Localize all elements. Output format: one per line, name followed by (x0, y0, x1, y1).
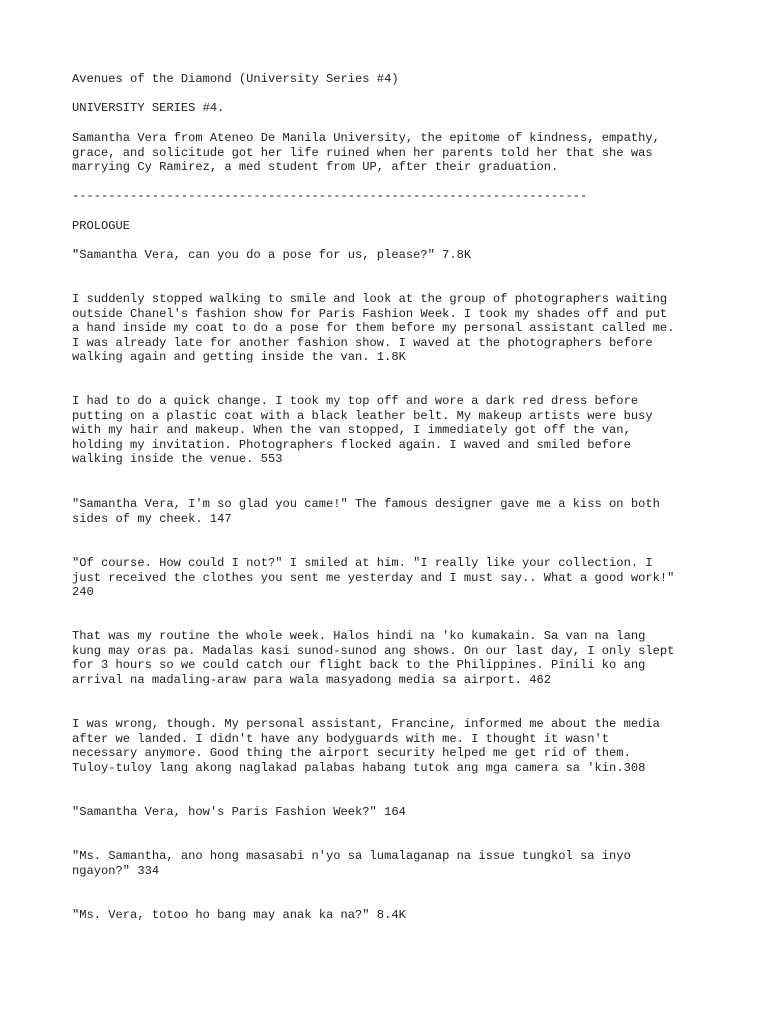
series-label: UNIVERSITY SERIES #4. (72, 101, 225, 115)
paragraph-line: "Samantha Vera, I'm so glad you came!" The famous designer gave me a kiss on both (72, 497, 660, 511)
paragraph-line: for 3 hours so we could catch our flight back to the Philippines. Pinili ko ang (72, 658, 646, 672)
synopsis-line: marrying Cy Ramirez, a med student from UP, after their graduation. (72, 160, 559, 174)
synopsis-line: grace, and solicitude got her life ruined when her parents told her that she was (72, 145, 653, 160)
paragraph-line: arrival na madaling-araw para wala masyadong media sa airport. 462 (72, 672, 551, 687)
paragraph-line: putting on a plastic coat with a black leather belt. My makeup artists were busy (72, 408, 653, 423)
paragraph-line: That was my routine the whole week. Halos hindi na 'ko kumakain. Sa van na lang (72, 629, 646, 643)
paragraph-line: holding my invitation. Photographers flocked again. I waved and smiled before (72, 437, 631, 452)
paragraph-line: Tuloy-tuloy lang akong naglakad palabas habang tutok ang mga camera sa 'kin.308 (72, 760, 646, 775)
paragraph-line: 240 (72, 585, 94, 599)
paragraph-line: ngayon?" 334 (72, 863, 160, 878)
prologue-heading: PROLOGUE (72, 219, 131, 233)
paragraph-line: I had to do a quick change. I took my top off and wore a dark red dress before (72, 394, 639, 408)
paragraph-line: I suddenly stopped walking to smile and look at the group of photographers waiting (72, 292, 668, 306)
document-title: Avenues of the Diamond (University Series #4) (72, 72, 399, 86)
paragraph-line: just received the clothes you sent me yesterday and I must say.. What a good work!" (72, 570, 675, 585)
paragraph-line: "Samantha Vera, how's Paris Fashion Week?" 164 (72, 805, 406, 819)
section-divider: ----------------------------------------------------------------------- (72, 189, 588, 203)
paragraph-line: outside Chanel's fashion show for Paris Fashion Week. I took my shades off and put (72, 306, 668, 321)
paragraph-line: a hand inside my coat to do a pose for them before my personal assistant called me. (72, 321, 675, 335)
paragraph-line: after we landed. I didn't have any bodyguards with me. I thought it wasn't (72, 731, 610, 746)
paragraph-line: necessary anymore. Good thing the airport security helped me get rid of them. (72, 746, 631, 760)
paragraph-line: walking again and getting inside the van. 1.8K (72, 350, 406, 364)
synopsis-line: Samantha Vera from Ateneo De Manila University, the epitome of kindness, empathy, (72, 131, 660, 145)
paragraph-line: "Ms. Vera, totoo ho bang may anak ka na?" 8.4K (72, 908, 406, 922)
paragraph-line: "Ms. Samantha, ano hong masasabi n'yo sa lumalaganap na issue tungkol sa inyo (72, 849, 631, 863)
paragraph-line: "Samantha Vera, can you do a pose for us, please?" 7.8K (72, 248, 472, 262)
paragraph-line: "Of course. How could I not?" I smiled at him. "I really like your collection. I (72, 556, 653, 570)
paragraph-line: walking inside the venue. 553 (72, 452, 283, 466)
paragraph-line: sides of my cheek. 147 (72, 511, 232, 526)
paragraph-line: I was already late for another fashion show. I waved at the photographers before (72, 335, 653, 350)
paragraph-line: I was wrong, though. My personal assistant, Francine, informed me about the media (72, 717, 660, 731)
paragraph-line: with my hair and makeup. When the van stopped, I immediately got off the van, (72, 423, 631, 437)
paragraph-line: kung may oras pa. Madalas kasi sunod-sunod ang shows. On our last day, I only slept (72, 643, 675, 658)
